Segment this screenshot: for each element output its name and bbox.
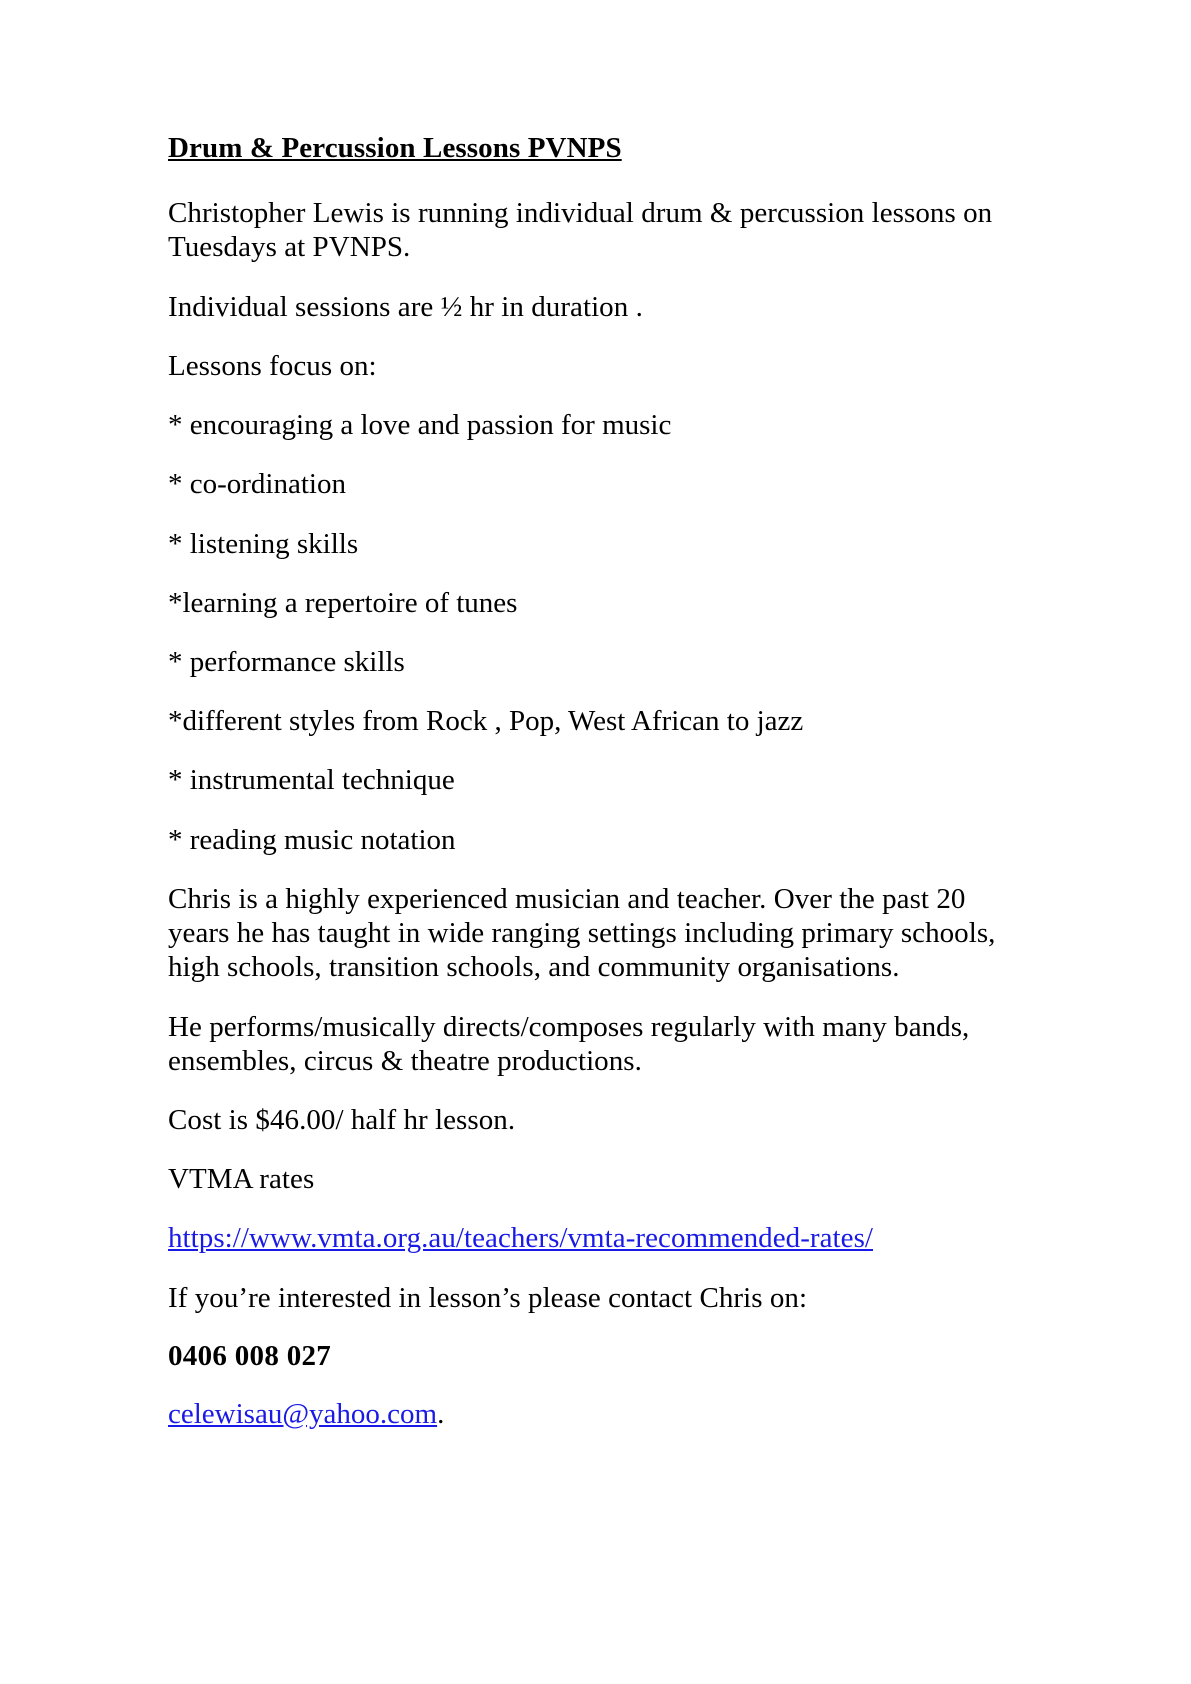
focus-heading: Lessons focus on: <box>168 349 377 382</box>
contact-email-paragraph <box>168 1398 1021 1431</box>
contact-email-link[interactable]: celewisau@yahoo.com <box>168 1397 438 1430</box>
email-trailing-period: . <box>437 1397 445 1430</box>
focus-item: * listening skills <box>168 527 359 560</box>
experience-paragraph: Chris is a highly experienced musician and teacher. Over the past 20 years he has taught in wide ranging settings including primary schools, high schools, transition schools, and community organisations. <box>168 882 996 984</box>
focus-item: * co-ordination <box>168 468 346 501</box>
rates-label: VTMA rates <box>168 1163 315 1196</box>
cost-paragraph: Cost is $46.00/ half hr lesson. <box>168 1103 516 1136</box>
performance-paragraph: He performs/musically directs/composes regularly with many bands, ensembles, circus & theatre productions. <box>168 1010 970 1077</box>
focus-item: * instrumental technique <box>168 764 455 797</box>
focus-item: * reading music notation <box>168 823 456 856</box>
rates-link-paragraph <box>168 1221 1021 1255</box>
focus-item: * performance skills <box>168 646 405 678</box>
focus-item: *different styles from Rock , Pop, West African to jazz <box>168 705 804 738</box>
vmta-rates-link[interactable]: https://www.vmta.org.au/teachers/vmta-recommended-rates/ <box>168 1222 874 1255</box>
contact-prompt: If you’re interested in lesson’s please contact Chris on: <box>168 1281 808 1314</box>
session-duration-paragraph: Individual sessions are ½ hr in duration . <box>168 290 643 323</box>
focus-item: *learning a repertoire of tunes <box>168 586 518 619</box>
focus-item: * encouraging a love and passion for music <box>168 409 672 442</box>
contact-phone: 0406 008 027 <box>168 1339 332 1372</box>
intro-paragraph: Christopher Lewis is running individual drum & percussion lessons on Tuesdays at PVNPS. <box>168 197 993 264</box>
page-title: Drum & Percussion Lessons PVNPS <box>168 132 622 164</box>
